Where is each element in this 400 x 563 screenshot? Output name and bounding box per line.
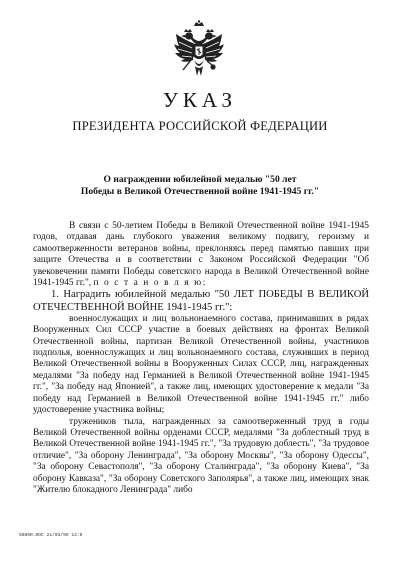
- decree-word: п о с т а н о в л я ю:: [93, 278, 207, 289]
- document-subtitle: ПРЕЗИДЕНТА РОССИЙСКОЙ ФЕДЕРАЦИИ: [72, 119, 328, 133]
- preamble-text: В связи с 50-летием Победы в Великой Отечественной войне 1941-1945 годов, отдавая дань глубокого уважения великому подвигу, героизму и самоотверженности ветеранов войны, преклоняясь перед памятью павших при защите Отечества и в соответствии с Законом Российской Федерации "Об увековечении памяти Победы советского народа в Великой Отечественной войне 1941-1945 гг.",: [33, 221, 369, 289]
- preamble-paragraph: [33, 221, 369, 289]
- document-title: УКАЗ: [162, 88, 238, 112]
- decree-heading-line-1: О награждении юбилейной медалью "50 лет: [103, 174, 297, 185]
- item-1-paragraph: 1. Наградить юбилейной медалью "50 ЛЕТ ПОБЕДЫ В ВЕЛИКОЙ ОТЕЧЕСТВЕННОЙ ВОЙНЕ 1941-1945 гг.":: [33, 289, 369, 313]
- decree-heading: [0, 174, 400, 198]
- document-footer-code: 5085R.DOC 21/03/95 14:6: [19, 533, 83, 538]
- workers-paragraph: тружеников тыла, награжденных за самоотверженный труд в годы Великой Отечественной войны орденами СССР, медалями "За доблестный труд в Великой Отечественной войне 1941-1945 гг.", "За трудовую доблесть", "За трудовое отличие", "За оборону Ленинграда", "За оборону Москвы", "За оборону Одессы", "За оборону Севастополя", "За оборону Сталинграда", "За оборону Киева", "За оборону Кавказа", "За оборону Советского Заполярья", а также лиц, имеющих знак "Жителю блокадного Ленинграда" либо: [33, 416, 369, 495]
- decree-heading-line-2: Победы в Великой Отечественной войне 1941-1945 гг.": [80, 186, 320, 197]
- decree-body: [33, 221, 369, 496]
- military-paragraph: военнослужащих и лиц вольнонаемного состава, принимавших в рядах Вооруженных Сил СССР участие в боевых действиях на фронтах Великой Отечественной войны, партизан Великой Отечественной войны, участников подполья, военнослужащих и лиц вольнонаемного состава, служивших в период Великой Отечественной войны в Вооруженных Силах СССР, лиц, награжденных медалями "За победу над Германией в Великой Отечественной войне 1941-1945 гг.", "За победу над Японией", а также лиц, имеющих удостоверение к медали "За победу над Германией в Великой Отечественной войне 1941-1945 гг." либо удостоверение участника войны;: [33, 313, 369, 416]
- coat-of-arms-icon: [173, 20, 225, 78]
